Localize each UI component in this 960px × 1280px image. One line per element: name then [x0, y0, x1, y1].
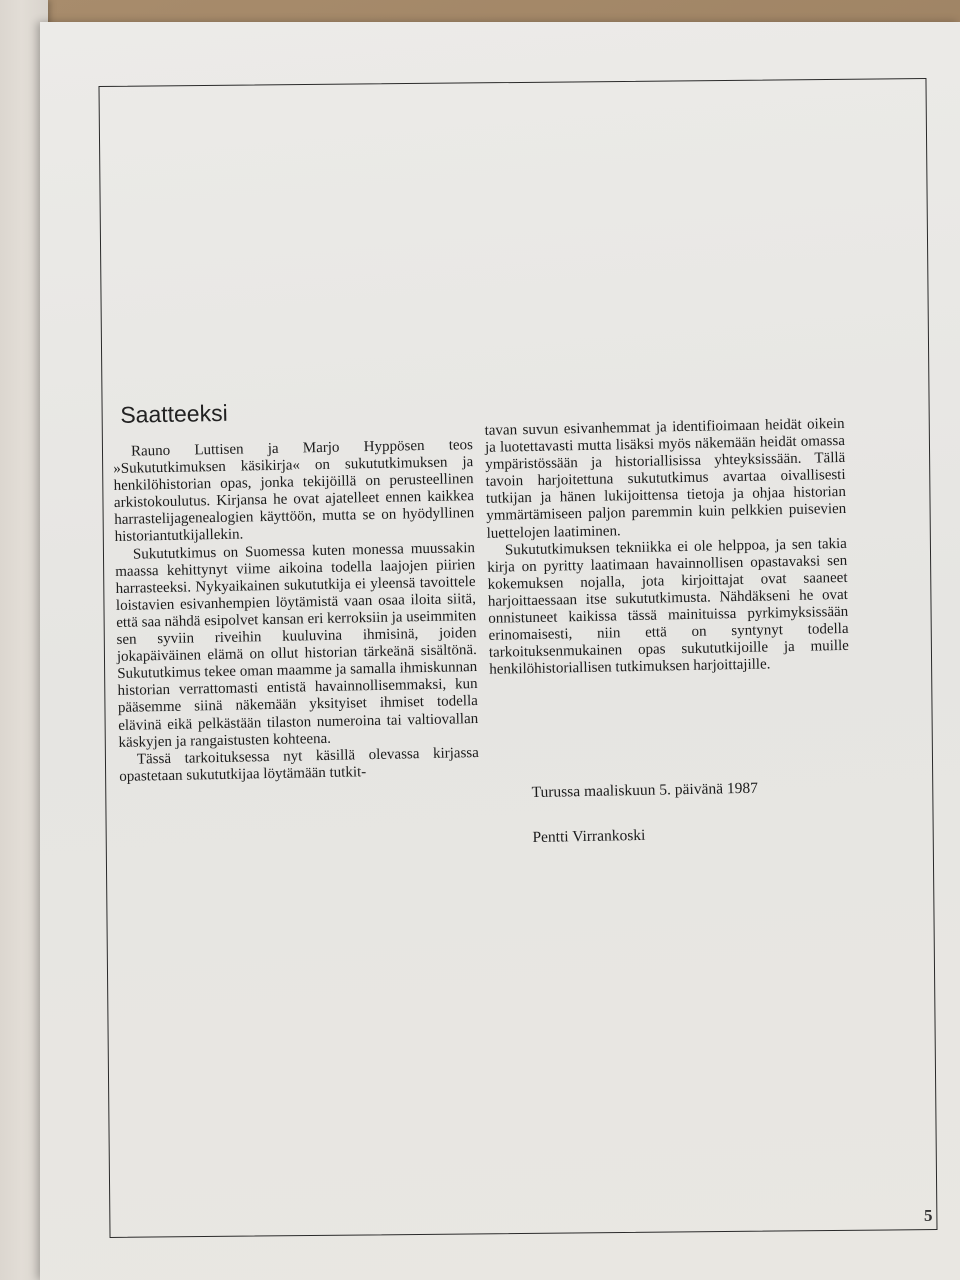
page-number: 5: [924, 1206, 933, 1225]
paragraph: Sukututkimus on Suomessa kuten monessa muussakin maassa kehittynyt viime aikoina todella laajojen piirien harrasteeksi. Nykyaikainen sukututkija ei yleensä tavoittele loistavien esivanhempien löytämistä vaan osaa iloita siitä, että saa nähdä esipolvet kansan eri kerroksiin ja useimmiten sen syviin riveihin kuuluvina ihmisinä, joiden jokapäiväinen elämä on ollut historian tärkeänä sisältönä. Sukututkimus tekee oman maamme ja samalla ihmiskunnan historian verrattomasti entistä havainnollisemmaksi, kun pääsemme siinä näkemään yksityiset ihmiset todella elävinä eikä pelkästään tilaston numeroina tai valtiovallan käskyjen ja rangaistusten kohteena.: [115, 539, 479, 751]
paragraph: Sukututkimuksen tekniikka ei ole helppoa, ja sen takia kirja on pyritty laatimaan havainnollisen opastavaksi sen kokemuksen nojalla, jota kirjoittajat ovat saaneet harjoittaessaan itse sukututkimusta. Nähdäkseni he ovat onnistuneet kaikissa tässä mainituissa pyrkimyksissään erinomaisesti, niin että on syntynyt todella tarkoituksenmukainen opas sukututkijoille ja muille henkilöhistoriallisen tutkimuksen harjoittajille.: [487, 535, 850, 679]
place-date: Turussa maaliskuun 5. päivänä 1987: [531, 779, 759, 802]
paragraph: Tässä tarkoituksessa nyt käsillä olevassa kirjassa opastetaan sukututkijaa löytämään tutkit-: [119, 744, 479, 785]
paragraph: tavan suvun esivanhemmat ja identifioimaan heidät oikein ja luotettavasti mutta lisäksi myös näkemään heidät omassa ympäristössään ja historiallisissa yhteyksissään. Tällä tavoin harjoitettuna sukututkimus avartaa oivallisesti tutkijan ja hänen lukijoittensa tietoja ja ohjaa historian ymmärtämiseen paljon paremmin kuin pelkkien puisevien luettelojen laatiminen.: [484, 415, 847, 542]
paragraph: Rauno Luttisen ja Marjo Hyppösen teos »Sukututkimuksen käsikirja« on sukututkimuksen ja henkilöhistorian opas, jonka tekijöillä on perusteellinen arkistokoulutus. Kirjansa he ovat ajatelleet ennen kaikkea harrastelijagenealogien käyttöön, mutta se on hyödyllinen historiantutkijallekin.: [113, 437, 475, 546]
left-column: [113, 437, 479, 786]
right-column: [485, 416, 850, 679]
author-signature: Pentti Virrankoski: [532, 826, 646, 847]
page-title: Saatteeksi: [120, 399, 228, 428]
